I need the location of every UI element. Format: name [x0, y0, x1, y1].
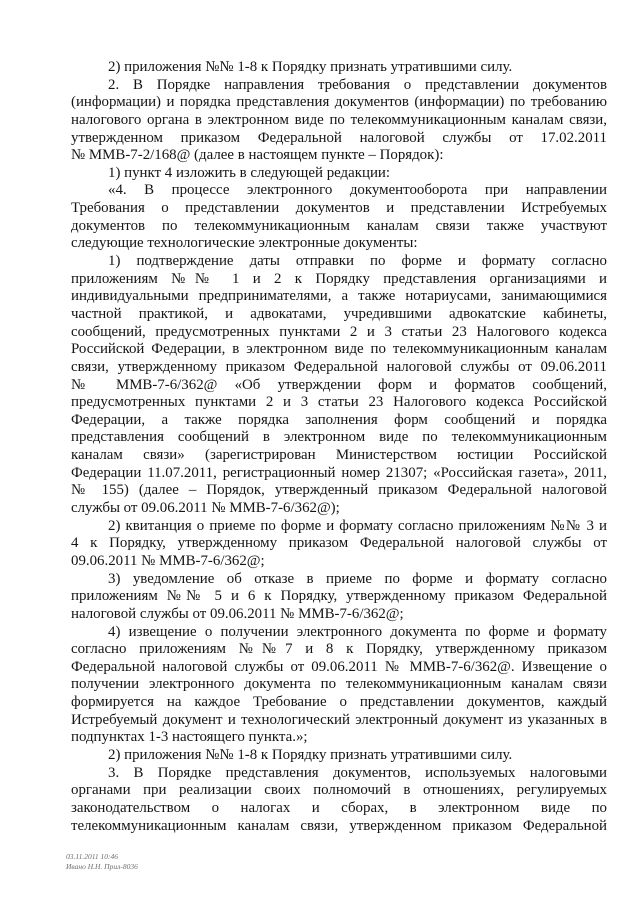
text-line: № 155) (далее – Порядок, утвержденный приказом Федеральной налоговой [71, 482, 607, 499]
text-line: 1) пункт 4 изложить в следующей редакции: [108, 164, 391, 181]
text-line: 4 к Порядку, утвержденному приказом Федеральной налоговой службы от [71, 535, 607, 552]
text-line: службы от 09.06.2011 № ММВ-7-6/362@); [71, 500, 340, 517]
text-line: налоговой службы от 09.06.2011 № ММВ-7-6/362@; [71, 605, 404, 622]
text-line: предусмотренных пунктами 2 и 3 статьи 23 Налогового кодекса Российской [71, 394, 607, 411]
text-line: подпунктах 1-3 настоящего пункта.»; [71, 729, 308, 746]
text-line: утвержденном приказом Федеральной налоговой службы от 17.02.2011 [71, 129, 607, 146]
text-line: Российской Федерации, в электронном виде по телекоммуникационным каналам [71, 341, 607, 358]
subitem-2-annexes-invalid-2 [71, 747, 607, 765]
text-line: 2) квитанция о приеме по форме и формату согласно приложениям №№ 3 и [108, 517, 607, 534]
doc-2-receipt [71, 518, 607, 571]
text-line: 2) приложения №№ 1-8 к Порядку признать утратившими силу. [108, 746, 513, 763]
text-line: законодательством о налогах и сборах, в электронном виде по [71, 799, 607, 816]
text-line: частной практикой, и адвокатами, учредившими адвокатские кабинеты, [71, 305, 607, 322]
text-line: приложениям №№ 1 и 2 к Порядку представления организациями и [71, 270, 607, 287]
print-stamp [66, 852, 138, 871]
doc-1-date-confirmation [71, 253, 607, 518]
text-line: следующие технологические электронные документы: [71, 235, 418, 252]
text-line: 1) подтверждение даты отправки по форме и формату согласно [108, 253, 607, 270]
text-line: (информации) и порядка представления документов (информации) по требованию [71, 94, 607, 111]
document-body [71, 59, 607, 835]
text-line: индивидуальными предпринимателями, а также нотариусами, занимающимися [71, 288, 607, 305]
doc-3-refusal-notice [71, 571, 607, 624]
text-line: налогового органа в электронном виде по телекоммуникационным каналам связи, [71, 111, 607, 128]
text-line: Федерации 11.07.2011, регистрационный номер 21307; «Российская газета», 2011, [71, 464, 607, 481]
stamp-date: 03.11.2011 10:46 [66, 852, 119, 861]
subitem-1-point-4 [71, 165, 607, 183]
text-line: формируется на каждое Требование о представлении документов, каждый [71, 694, 607, 711]
text-line: Истребуемый документ и технологический электронный документ из указанных в [71, 711, 607, 728]
text-line: Федерации, а также порядка заполнения форм сообщений и порядка [71, 411, 607, 428]
text-line: 2) приложения №№ 1-8 к Порядку признать утратившими силу. [108, 59, 513, 75]
text-line: Федеральной налоговой службы от 09.06.2011 № ММВ-7-6/362@. Извещение о [71, 658, 607, 675]
text-line: согласно приложениям №№7 и 8 к Порядку, утвержденному приказом [71, 641, 607, 658]
text-line: связи, утвержденному приказом Федеральной налоговой службы от 09.06.2011 [71, 358, 607, 375]
point-4-text [71, 182, 607, 253]
text-line: № ММВ-7-6/362@ «Об утверждении форм и форматов сообщений, [71, 376, 607, 393]
item-3-intro [71, 765, 607, 836]
text-line: получении электронного документа по телекоммуникационным каналам связи [71, 676, 607, 693]
text-line: 4) извещение о получении электронного документа по форме и формату [108, 623, 607, 640]
text-line: «4. В процессе электронного документооборота при направлении [108, 182, 607, 199]
text-line: Требования о представлении документов и представлении Истребуемых [71, 200, 607, 217]
text-line: сообщений, предусмотренных пунктами 2 и 3 статьи 23 Налогового кодекса [71, 323, 607, 340]
text-line: органами при реализации своих полномочий в отношениях, регулируемых [71, 782, 607, 799]
text-line: приложениям №№ 5 и 6 к Порядку, утвержденному приказом Федеральной [71, 588, 607, 605]
text-line: 2. В Порядке направления требования о представлении документов [108, 76, 607, 93]
text-line: 3) уведомление об отказе в приеме по форме и формату согласно [108, 570, 607, 587]
item-2-intro [71, 77, 607, 165]
text-line: каналам связи» (зарегистрирован Министерством юстиции Российской [71, 447, 607, 464]
stamp-author: Ивано Н.Н. Прил-8036 [66, 861, 138, 871]
subitem-2-annexes-invalid [71, 59, 607, 77]
text-line: 09.06.2011 № ММВ-7-6/362@; [71, 552, 265, 569]
text-line: документов по телекоммуникационным каналам связи также участвуют [71, 217, 607, 234]
text-line: № ММВ-7-2/168@ (далее в настоящем пункте – Порядок): [71, 147, 444, 164]
text-line: представления сообщений в электронном виде по телекоммуникационным [71, 429, 607, 446]
text-line: телекоммуникационным каналам связи, утвержденном приказом Федеральной [71, 817, 607, 834]
text-line: 3. В Порядке представления документов, используемых налоговыми [108, 764, 607, 781]
doc-4-receipt-notice [71, 624, 607, 747]
